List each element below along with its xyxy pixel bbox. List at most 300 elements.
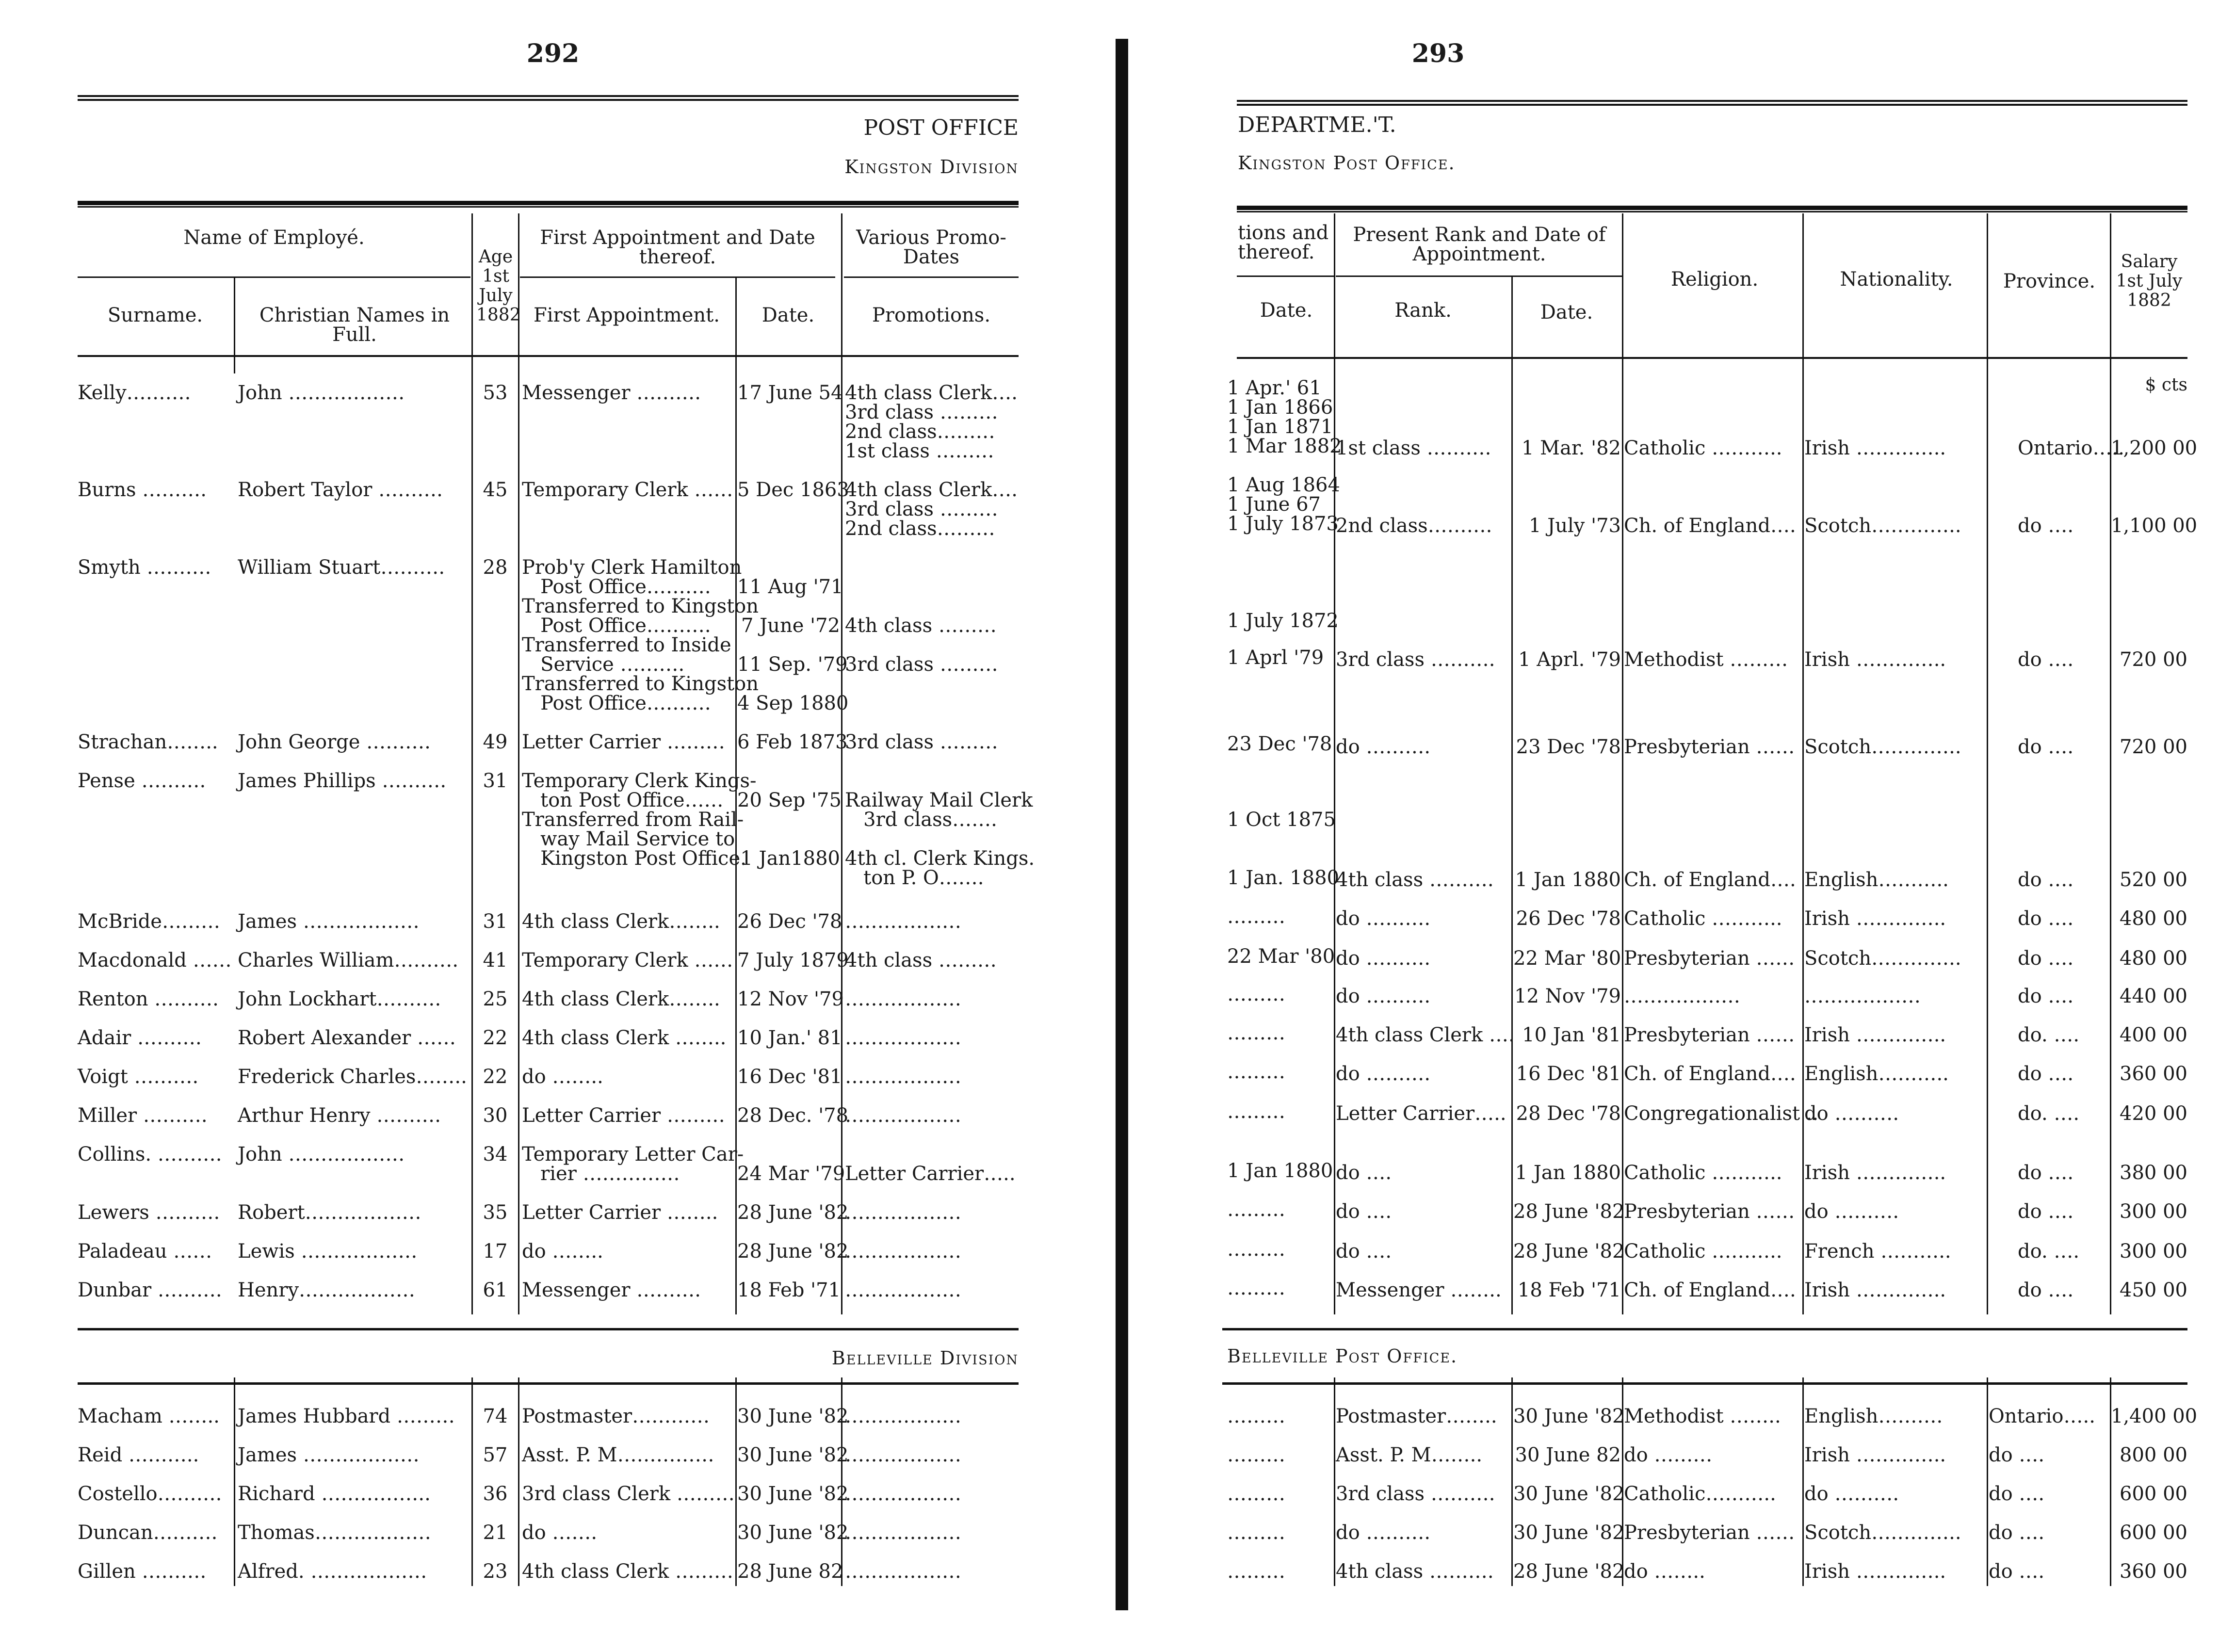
- promotion-date-cell: ………: [1227, 1061, 1285, 1083]
- rank-date-cell: 30 June 82: [1515, 1444, 1621, 1466]
- appointment-date-cell: 28 Dec. '78: [737, 1104, 849, 1127]
- religion-cell: Catholic ………..: [1624, 1162, 1782, 1184]
- promotion-cell: 3rd class…….: [845, 809, 997, 831]
- header-sub-rule: [1336, 275, 1622, 277]
- age-cell: 34: [483, 1143, 508, 1166]
- first-appointment-header: First Appointment.: [534, 304, 720, 326]
- header-rule: [1237, 206, 2187, 212]
- surname-cell: Duncan……….: [78, 1522, 218, 1544]
- age-cell: 23: [483, 1560, 508, 1583]
- column-rule: [2110, 213, 2111, 1314]
- surname-cell: Macham ……..: [78, 1405, 220, 1427]
- age-cell: 36: [483, 1483, 508, 1505]
- salary-header: Salary 1st July 1882: [2116, 252, 2183, 310]
- present-rank-group-header: Present Rank and Date of Appointment.: [1353, 224, 1606, 265]
- salary-cell: 300 00: [2120, 1240, 2187, 1263]
- salary-cell: 360 00: [2120, 1063, 2187, 1085]
- office-heading: Kingston Post Office.: [1238, 152, 1456, 174]
- surname-cell: Lewers ……….: [78, 1201, 220, 1224]
- right-page: [1135, 0, 2235, 1652]
- promotion-cell: Railway Mail Clerk: [845, 789, 1033, 811]
- first-appointment-cell: Asst. P. M……………: [522, 1444, 714, 1466]
- first-appointment-cell: Letter Carrier ………: [522, 1104, 725, 1127]
- surname-cell: Renton ……….: [78, 988, 219, 1010]
- promotion-cell: ………………: [845, 1066, 961, 1088]
- promotion-cell: ………………: [845, 1201, 961, 1224]
- appointment-date-cell: 30 June '82: [737, 1405, 849, 1427]
- christian-names-cell: John ………………: [238, 1143, 405, 1166]
- salary-cell: 720 00: [2120, 736, 2187, 758]
- rank-cell: 1st class ……….: [1336, 437, 1491, 459]
- rank-date-cell: 28 June '82: [1513, 1560, 1625, 1583]
- age-cell: 74: [483, 1405, 508, 1427]
- province-cell: do ….: [2018, 869, 2074, 891]
- religion-cell: Catholic………..: [1624, 1483, 1776, 1505]
- promotion-cell: ………………: [845, 1104, 961, 1127]
- promotion-date-cell: ………: [1227, 1022, 1285, 1044]
- christian-names-cell: William Stuart……….: [238, 556, 445, 579]
- rank-date-cell: 28 Dec '78: [1516, 1102, 1621, 1125]
- religion-cell: Catholic ………..: [1624, 1240, 1782, 1263]
- first-appointment-cell: do ……..: [522, 1240, 603, 1263]
- currency-label: $ cts: [2145, 375, 2187, 395]
- rank-cell: 3rd class ……….: [1336, 1483, 1495, 1505]
- religion-cell: Ch. of England….: [1624, 515, 1796, 537]
- nationality-cell: Scotch…………..: [1804, 947, 1961, 970]
- promotion-date-cell: 1 Jan 1866: [1227, 396, 1333, 419]
- salary-cell: 360 00: [2120, 1560, 2187, 1583]
- promotion-cell: 4th class Clerk….: [845, 479, 1018, 501]
- surname-cell: McBride………: [78, 910, 220, 933]
- age-cell: 28: [483, 556, 508, 579]
- religion-cell: do ………: [1624, 1444, 1713, 1466]
- first-appointment-cell: Post Office……….: [522, 615, 711, 637]
- christian-names-cell: Frederick Charles……..: [238, 1066, 467, 1088]
- promotion-date-cell: ………: [1227, 1444, 1285, 1466]
- first-appointment-cell: Transferred to Kingston: [522, 673, 759, 695]
- province-header: Province.: [2003, 270, 2096, 292]
- header-sub-rule: [844, 276, 1019, 278]
- rank-cell: do ….: [1336, 1240, 1392, 1263]
- nationality-cell: French ………..: [1804, 1240, 1951, 1263]
- religion-header: Religion.: [1670, 268, 1759, 291]
- promotion-date-cell: ………: [1227, 983, 1285, 1005]
- age-cell: 30: [483, 1104, 508, 1127]
- surname-cell: Miller ……….: [78, 1104, 208, 1127]
- promotion-cell: ………………: [845, 910, 961, 933]
- rank-cell: do ……….: [1336, 947, 1431, 970]
- province-cell: do ….: [2018, 947, 2074, 970]
- first-appointment-cell: Temporary Clerk Kings-: [522, 770, 757, 792]
- rank-cell: do ….: [1336, 1200, 1392, 1223]
- appointment-date-cell: 28 June 82: [737, 1560, 843, 1583]
- rank-cell: do ……….: [1336, 1063, 1431, 1085]
- appointment-date-cell: 12 Nov '79: [737, 988, 844, 1010]
- header-bottom-rule: [1237, 357, 2187, 359]
- age-cell: 57: [483, 1444, 508, 1466]
- first-appointment-cell: Messenger ……….: [522, 382, 701, 404]
- rank-date-cell: 1 Aprl. '79: [1518, 648, 1621, 671]
- division-heading: Kingston Division: [844, 156, 1019, 178]
- nationality-cell: Irish …………..: [1804, 1024, 1946, 1046]
- promotion-date-cell: ………: [1227, 906, 1285, 928]
- christian-names-cell: Robert Taylor ……….: [238, 479, 443, 501]
- nationality-cell: Irish …………..: [1804, 1162, 1946, 1184]
- salary-cell: 520 00: [2120, 869, 2187, 891]
- salary-cell: 300 00: [2120, 1200, 2187, 1223]
- promotion-cell: ………………: [845, 1444, 961, 1466]
- rank-date-cell: 23 Dec '78: [1516, 736, 1621, 758]
- promotion-cell: 4th cl. Clerk Kings.: [845, 847, 1035, 870]
- surname-cell: Burns ……….: [78, 479, 207, 501]
- promotion-cell: 4th class ………: [845, 615, 997, 637]
- age-cell: 17: [483, 1240, 508, 1263]
- left-page: [0, 0, 1106, 1652]
- appointment-date-cell: 11 Aug '71: [737, 576, 843, 598]
- nationality-cell: Irish …………..: [1804, 1560, 1946, 1583]
- tions-group-header: tions and thereof.: [1238, 222, 1329, 263]
- province-cell: do ….: [1989, 1560, 2045, 1583]
- rank-date-cell: 1 Mar. '82: [1521, 437, 1621, 459]
- rank-date-cell: 12 Nov '79: [1514, 985, 1621, 1007]
- age-cell: 35: [483, 1201, 508, 1224]
- promotion-cell: Letter Carrier…..: [845, 1163, 1016, 1185]
- rank-date-cell: 30 June '82: [1513, 1483, 1625, 1505]
- first-appointment-cell: Transferred to Inside: [522, 634, 731, 656]
- appointment-date-cell: 30 June '82: [737, 1483, 849, 1505]
- surname-cell: Pense ……….: [78, 770, 206, 792]
- rank-date-cell: 28 June '82: [1513, 1240, 1625, 1263]
- province-cell: do. ….: [2018, 1240, 2080, 1263]
- nationality-cell: Irish …………..: [1804, 437, 1946, 459]
- surname-header: Surname.: [107, 304, 203, 326]
- rank-date-cell: 1 Jan 1880: [1515, 869, 1621, 891]
- christian-names-cell: James Phillips ……….: [238, 770, 447, 792]
- rank-cell: 4th class ……….: [1336, 869, 1494, 891]
- nationality-cell: do ……….: [1804, 1102, 1899, 1125]
- appointment-date-cell: 24 Mar '79: [737, 1163, 845, 1185]
- appointment-date-cell: 4 Sep 1880: [737, 692, 849, 714]
- nationality-cell: English………..: [1804, 1063, 1949, 1085]
- province-cell: do ….: [2018, 1279, 2074, 1301]
- surname-cell: Adair ……….: [78, 1027, 202, 1049]
- appointment-date-cell: 30 June '82: [737, 1444, 849, 1466]
- promotion-date-cell: ………: [1227, 1405, 1285, 1427]
- province-cell: do ….: [2018, 985, 2074, 1007]
- nationality-cell: do ……….: [1804, 1200, 1899, 1223]
- first-appointment-cell: Kingston Post Office.: [522, 847, 746, 870]
- header-sub-rule: [78, 276, 470, 278]
- rank-cell: 4th class Clerk ….: [1336, 1024, 1515, 1046]
- province-cell: do ….: [1989, 1483, 2045, 1505]
- rank-cell: do ……….: [1336, 985, 1431, 1007]
- salary-cell: 480 00: [2120, 907, 2187, 930]
- religion-cell: Catholic ………..: [1624, 437, 1782, 459]
- age-cell: 22: [483, 1066, 508, 1088]
- appointment-date-cell: 7 June '72: [741, 615, 840, 637]
- promotion-date-cell: ………: [1227, 1522, 1285, 1544]
- promotions-header: Promotions.: [872, 304, 991, 326]
- christian-names-cell: Arthur Henry ……….: [238, 1104, 441, 1127]
- appointment-date-cell: 18 Feb '71: [737, 1279, 841, 1301]
- promotion-date-cell: 1 Jan. 1880: [1227, 867, 1340, 889]
- rank-cell: Postmaster……..: [1336, 1405, 1497, 1427]
- religion-cell: Presbyterian ……: [1624, 1522, 1795, 1544]
- rank-date-cell: 30 June '82: [1513, 1405, 1625, 1427]
- surname-cell: Reid ………..: [78, 1444, 199, 1466]
- column-rule: [841, 213, 842, 1314]
- promotion-cell: ton P. O…….: [845, 867, 984, 889]
- christian-names-cell: Charles William……….: [238, 949, 459, 972]
- salary-cell: 720 00: [2120, 648, 2187, 671]
- promotion-date-cell: 1 Apr.' 61: [1227, 377, 1322, 399]
- appointment-date-cell: 30 June '82: [737, 1522, 849, 1544]
- rank-date-cell: 1 Jan 1880: [1515, 1162, 1621, 1184]
- surname-cell: Voigt ……….: [78, 1066, 199, 1088]
- first-appointment-cell: 4th class Clerk……..: [522, 910, 720, 933]
- christian-names-cell: James ………………: [238, 1444, 420, 1466]
- salary-cell: 1,400 00: [2111, 1405, 2198, 1427]
- age-cell: 61: [483, 1279, 508, 1301]
- surname-cell: Paladeau ……: [78, 1240, 212, 1263]
- promotion-cell: 3rd class ………: [845, 731, 998, 753]
- province-cell: do. ….: [2018, 1102, 2080, 1125]
- nationality-cell: Irish …………..: [1804, 1444, 1946, 1466]
- column-rule: [471, 213, 473, 1314]
- section-rule: [78, 1328, 1019, 1330]
- column-rule: [1511, 275, 1513, 1314]
- religion-cell: Presbyterian ……: [1624, 1024, 1795, 1046]
- first-appointment-cell: Letter Carrier ………: [522, 731, 725, 753]
- first-appointment-cell: way Mail Service to: [522, 828, 735, 850]
- book-gutter: [1116, 39, 1128, 1610]
- surname-cell: Kelly……….: [78, 382, 191, 404]
- rank-header: Rank.: [1394, 299, 1452, 322]
- promotion-cell: 2nd class………: [845, 421, 995, 443]
- christian-names-header: Christian Names in Full.: [259, 304, 450, 346]
- rank-cell: do ……….: [1336, 907, 1431, 930]
- left-page-number: 292: [526, 39, 580, 68]
- salary-cell: 1,200 00: [2111, 437, 2198, 459]
- province-cell: do ….: [2018, 515, 2074, 537]
- promotion-cell: 2nd class………: [845, 518, 995, 540]
- age-cell: 31: [483, 770, 508, 792]
- christian-names-cell: John ………………: [238, 382, 405, 404]
- rank-date-header: Date.: [1540, 301, 1593, 324]
- salary-cell: 600 00: [2120, 1522, 2187, 1544]
- promotion-date-cell: 1 Mar 1882: [1227, 435, 1342, 457]
- religion-cell: Presbyterian ……: [1624, 1200, 1795, 1223]
- rank-date-cell: 26 Dec '78: [1516, 907, 1621, 930]
- christian-names-cell: Robert Alexander ……: [238, 1027, 456, 1049]
- first-appointment-cell: do ……..: [522, 1066, 603, 1088]
- first-appointment-cell: do …….: [522, 1522, 598, 1544]
- rank-date-cell: 10 Jan '81: [1522, 1024, 1621, 1046]
- rank-date-cell: 1 July '73: [1529, 515, 1621, 537]
- column-rule: [471, 1377, 473, 1586]
- top-rule: [1237, 100, 2187, 106]
- province-cell: Ontario…..: [1989, 1405, 2095, 1427]
- promotion-cell: ………………: [845, 1405, 961, 1427]
- rank-cell: Asst. P. M……..: [1336, 1444, 1483, 1466]
- province-cell: do ….: [1989, 1522, 2045, 1544]
- promotion-date-cell: 23 Dec '78: [1227, 733, 1332, 755]
- nationality-cell: Irish …………..: [1804, 907, 1946, 930]
- rank-cell: do ….: [1336, 1162, 1392, 1184]
- promotion-date-cell: ………: [1227, 1483, 1285, 1505]
- surname-cell: Macdonald ……: [78, 949, 232, 972]
- first-appointment-cell: Temporary Letter Car-: [522, 1143, 744, 1166]
- promotion-cell: 3rd class ………: [845, 498, 998, 520]
- age-cell: 53: [483, 382, 508, 404]
- salary-cell: 1,100 00: [2111, 515, 2198, 537]
- column-rule: [518, 213, 519, 1314]
- appointment-date-cell: 28 June '82: [737, 1201, 849, 1224]
- column-rule: [735, 1377, 737, 1586]
- promotion-date-cell: 1 Aprl '79: [1227, 647, 1324, 669]
- salary-cell: 420 00: [2120, 1102, 2187, 1125]
- christian-names-cell: James Hubbard ………: [238, 1405, 455, 1427]
- promotion-date-cell: ………: [1227, 1277, 1285, 1299]
- appointment-date-cell: 1 Jan1880: [740, 847, 840, 870]
- promotion-cell: 1st class ………: [845, 440, 994, 462]
- rank-date-cell: 18 Feb '71: [1517, 1279, 1621, 1301]
- rank-date-cell: 30 June '82: [1513, 1522, 1625, 1544]
- promotion-date-cell: ………: [1227, 1238, 1285, 1261]
- nationality-cell: Scotch…………..: [1804, 736, 1961, 758]
- religion-cell: Methodist ……..: [1624, 1405, 1781, 1427]
- surname-cell: Strachan……..: [78, 731, 218, 753]
- salary-cell: 440 00: [2120, 985, 2187, 1007]
- religion-cell: Ch. of England….: [1624, 1279, 1796, 1301]
- province-cell: do ….: [2018, 1063, 2074, 1085]
- appointment-date-cell: 17 June 54: [737, 382, 843, 404]
- nationality-cell: Irish …………..: [1804, 1279, 1946, 1301]
- promotion-cell: 3rd class ………: [845, 401, 998, 423]
- christian-names-cell: Thomas………………: [238, 1522, 431, 1544]
- rank-cell: 2nd class……….: [1336, 515, 1492, 537]
- belleville-division-heading: Belleville Division: [831, 1347, 1019, 1369]
- christian-names-cell: Lewis ………………: [238, 1240, 418, 1263]
- first-appointment-cell: 4th class Clerk……..: [522, 988, 720, 1010]
- promotion-date-cell: 22 Mar '80: [1227, 945, 1335, 968]
- province-cell: do ….: [2018, 736, 2074, 758]
- column-rule: [1802, 213, 1804, 1314]
- appointment-date-cell: 11 Sep. '79: [737, 653, 848, 676]
- promotion-cell: ………………: [845, 1279, 961, 1301]
- rank-cell: 3rd class ……….: [1336, 648, 1495, 671]
- appointment-date-cell: 7 July 1879: [737, 949, 849, 972]
- province-cell: do. ….: [2018, 1024, 2080, 1046]
- column-rule: [234, 276, 235, 373]
- tions-date-header: Date.: [1260, 299, 1313, 322]
- rank-date-cell: 16 Dec '81: [1516, 1063, 1621, 1085]
- first-appointment-cell: Letter Carrier ……..: [522, 1201, 718, 1224]
- top-rule: [78, 95, 1019, 101]
- department-title: DEPARTME.'T.: [1238, 113, 1396, 137]
- column-rule: [1622, 213, 1623, 1314]
- salary-cell: 600 00: [2120, 1483, 2187, 1505]
- column-rule: [1987, 213, 1988, 1314]
- first-appointment-cell: Transferred from Rail-: [522, 809, 744, 831]
- header-sub-rule: [520, 276, 835, 278]
- appointment-date-cell: 10 Jan.' 81: [737, 1027, 842, 1049]
- surname-cell: Gillen ……….: [78, 1560, 207, 1583]
- religion-cell: Congregationalist ..: [1624, 1102, 1819, 1125]
- nationality-cell: do ……….: [1804, 1483, 1899, 1505]
- appointment-date-cell: 28 June '82: [737, 1240, 849, 1263]
- christian-names-cell: Richard ……………..: [238, 1483, 431, 1505]
- promotion-cell: 4th class Clerk….: [845, 382, 1018, 404]
- column-rule: [1334, 213, 1335, 1314]
- age-cell: 49: [483, 731, 508, 753]
- salary-cell: 480 00: [2120, 947, 2187, 970]
- first-appointment-cell: Messenger ……….: [522, 1279, 701, 1301]
- appointment-date-cell: 16 Dec '81: [737, 1066, 842, 1088]
- first-appointment-cell: ton Post Office……: [522, 789, 724, 811]
- promotion-cell: ………………: [845, 1522, 961, 1544]
- province-cell: do ….: [2018, 907, 2074, 930]
- province-cell: do ….: [2018, 648, 2074, 671]
- promotion-date-cell: ………: [1227, 1199, 1285, 1221]
- first-appointment-cell: Postmaster…………: [522, 1405, 710, 1427]
- promotion-cell: ………………: [845, 1027, 961, 1049]
- nationality-cell: ………………: [1804, 985, 1921, 1007]
- province-cell: do ….: [2018, 1162, 2074, 1184]
- promotion-cell: ………………: [845, 1560, 961, 1583]
- promotion-date-cell: 1 July 1872: [1227, 610, 1339, 632]
- age-cell: 25: [483, 988, 508, 1010]
- first-appointment-cell: Temporary Clerk ……: [522, 479, 733, 501]
- appointment-date-cell: 6 Feb 1873: [737, 731, 848, 753]
- age-cell: 31: [483, 910, 508, 933]
- surname-cell: Smyth ……….: [78, 556, 211, 579]
- first-appointment-cell: rier ……………: [522, 1163, 680, 1185]
- salary-cell: 400 00: [2120, 1024, 2187, 1046]
- religion-cell: do ……..: [1624, 1560, 1705, 1583]
- first-appointment-cell: 4th class Clerk ……..: [522, 1027, 727, 1049]
- first-appointment-cell: 3rd class Clerk ………: [522, 1483, 735, 1505]
- rank-cell: 4th class ……….: [1336, 1560, 1494, 1583]
- age-cell: 22: [483, 1027, 508, 1049]
- promotion-cell: ………………: [845, 988, 961, 1010]
- province-cell: do ….: [1989, 1444, 2045, 1466]
- column-rule: [1987, 1377, 1988, 1586]
- nationality-cell: English……….: [1804, 1405, 1943, 1427]
- surname-cell: Dunbar ……….: [78, 1279, 222, 1301]
- religion-cell: Ch. of England….: [1624, 869, 1796, 891]
- religion-cell: Presbyterian ……: [1624, 947, 1795, 970]
- province-cell: do ….: [2018, 1200, 2074, 1223]
- first-appointment-cell: Post Office……….: [522, 692, 711, 714]
- first-appointment-cell: Temporary Clerk ……: [522, 949, 733, 972]
- salary-cell: 380 00: [2120, 1162, 2187, 1184]
- first-appointment-cell: Prob'y Clerk Hamilton: [522, 556, 742, 579]
- nationality-cell: English………..: [1804, 869, 1949, 891]
- age-header: Age 1st July 1882: [476, 247, 521, 325]
- age-cell: 41: [483, 949, 508, 972]
- column-rule: [518, 1377, 519, 1586]
- promotion-date-cell: 1 Jan 1871: [1227, 416, 1333, 438]
- age-cell: 21: [483, 1522, 508, 1544]
- date-header: Date.: [761, 304, 815, 326]
- promotion-cell: ………………: [845, 1240, 961, 1263]
- religion-cell: Methodist ………: [1624, 648, 1788, 671]
- header-sub-rule: [1237, 275, 1334, 277]
- nationality-header: Nationality.: [1840, 268, 1953, 291]
- header-bottom-rule: [78, 355, 1019, 357]
- promotion-date-cell: 1 Aug 1864: [1227, 474, 1340, 496]
